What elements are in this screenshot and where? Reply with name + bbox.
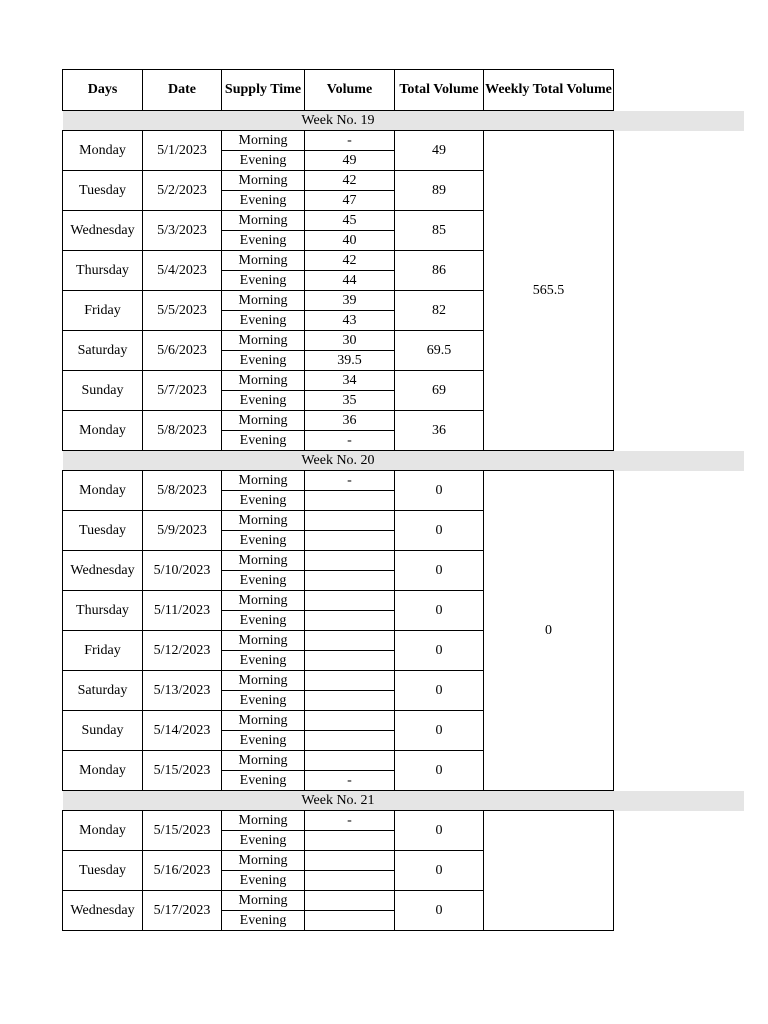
volume-sheet [62,69,614,931]
supply-volume-table [62,69,614,931]
header-row [63,70,614,111]
day-cell: Friday [63,631,143,671]
date-cell: 5/7/2023 [143,371,222,411]
total-volume-cell: 69.5 [395,331,484,371]
date-cell: 5/11/2023 [143,591,222,631]
volume-cell: 39.5 [305,351,395,371]
volume-cell: 47 [305,191,395,211]
volume-cell [305,691,395,711]
week-row [63,791,614,811]
volume-cell: 30 [305,331,395,351]
volume-cell [305,531,395,551]
supply-time-cell: Evening [222,571,305,591]
date-cell: 5/6/2023 [143,331,222,371]
supply-time-cell: Morning [222,291,305,311]
supply-time-cell: Morning [222,631,305,651]
total-volume-cell: 85 [395,211,484,251]
supply-time-cell: Morning [222,331,305,351]
total-volume-cell: 0 [395,551,484,591]
volume-cell: 36 [305,411,395,431]
volume-cell: 34 [305,371,395,391]
supply-time-cell: Morning [222,511,305,531]
supply-time-cell: Morning [222,211,305,231]
supply-time-cell: Evening [222,431,305,451]
volume-cell [305,491,395,511]
volume-cell [305,891,395,911]
total-volume-cell: 86 [395,251,484,291]
day-cell: Monday [63,471,143,511]
header-date: Date [143,70,222,111]
day-cell: Monday [63,411,143,451]
supply-time-cell: Morning [222,671,305,691]
volume-cell [305,511,395,531]
supply-time-cell: Morning [222,411,305,431]
supply-time-cell: Evening [222,871,305,891]
volume-cell [305,711,395,731]
day-cell: Monday [63,751,143,791]
day-cell: Tuesday [63,851,143,891]
volume-cell: - [305,471,395,491]
volume-cell [305,831,395,851]
header-total-volume: Total Volume [395,70,484,111]
date-cell: 5/10/2023 [143,551,222,591]
date-cell: 5/8/2023 [143,471,222,511]
volume-cell [305,611,395,631]
total-volume-cell: 0 [395,591,484,631]
volume-cell [305,651,395,671]
week-label: Week No. 21 [63,791,614,811]
supply-time-cell: Evening [222,231,305,251]
total-volume-cell: 0 [395,671,484,711]
total-volume-cell: 89 [395,171,484,211]
header-weekly-total-volume: Weekly Total Volume [484,70,614,111]
week-row [63,111,614,131]
date-cell: 5/3/2023 [143,211,222,251]
volume-cell: - [305,811,395,831]
supply-time-cell: Morning [222,551,305,571]
supply-time-cell: Evening [222,191,305,211]
day-cell: Tuesday [63,511,143,551]
volume-cell [305,911,395,931]
total-volume-cell: 49 [395,131,484,171]
volume-cell: 42 [305,171,395,191]
day-cell: Monday [63,811,143,851]
table-row [63,471,614,491]
volume-cell [305,571,395,591]
supply-time-cell: Evening [222,831,305,851]
volume-cell [305,551,395,571]
day-cell: Thursday [63,591,143,631]
day-cell: Sunday [63,371,143,411]
supply-time-cell: Morning [222,711,305,731]
supply-time-cell: Evening [222,311,305,331]
header-days: Days [63,70,143,111]
week-label: Week No. 20 [63,451,614,471]
volume-cell: 39 [305,291,395,311]
volume-cell [305,671,395,691]
total-volume-cell: 0 [395,631,484,671]
volume-cell [305,751,395,771]
total-volume-cell: 0 [395,891,484,931]
date-cell: 5/12/2023 [143,631,222,671]
supply-time-cell: Evening [222,491,305,511]
day-cell: Saturday [63,671,143,711]
volume-cell [305,851,395,871]
day-cell: Thursday [63,251,143,291]
supply-time-cell: Morning [222,751,305,771]
supply-time-cell: Evening [222,731,305,751]
supply-time-cell: Morning [222,591,305,611]
supply-time-cell: Evening [222,771,305,791]
supply-time-cell: Evening [222,911,305,931]
supply-time-cell: Morning [222,891,305,911]
volume-cell: - [305,131,395,151]
date-cell: 5/2/2023 [143,171,222,211]
volume-cell: 49 [305,151,395,171]
page-bottom-margin [0,944,768,1024]
supply-time-cell: Evening [222,151,305,171]
supply-time-cell: Evening [222,391,305,411]
date-cell: 5/1/2023 [143,131,222,171]
table-row [63,811,614,831]
weekly-total-cell: 0 [484,471,614,791]
volume-cell: - [305,771,395,791]
volume-cell: - [305,431,395,451]
week-band-extension [614,111,745,131]
supply-time-cell: Evening [222,651,305,671]
total-volume-cell: 0 [395,751,484,791]
day-cell: Wednesday [63,211,143,251]
supply-time-cell: Evening [222,271,305,291]
supply-time-cell: Morning [222,471,305,491]
day-cell: Saturday [63,331,143,371]
date-cell: 5/15/2023 [143,751,222,791]
weekly-total-cell: 565.5 [484,131,614,451]
week-band-extension [614,791,745,811]
volume-cell [305,591,395,611]
volume-cell [305,731,395,751]
day-cell: Sunday [63,711,143,751]
day-cell: Friday [63,291,143,331]
volume-cell [305,871,395,891]
day-cell: Wednesday [63,891,143,931]
supply-time-cell: Evening [222,611,305,631]
date-cell: 5/13/2023 [143,671,222,711]
day-cell: Tuesday [63,171,143,211]
date-cell: 5/15/2023 [143,811,222,851]
date-cell: 5/4/2023 [143,251,222,291]
volume-cell: 43 [305,311,395,331]
total-volume-cell: 82 [395,291,484,331]
volume-cell [305,631,395,651]
supply-time-cell: Morning [222,811,305,831]
day-cell: Wednesday [63,551,143,591]
total-volume-cell: 69 [395,371,484,411]
volume-cell: 42 [305,251,395,271]
day-cell: Monday [63,131,143,171]
total-volume-cell: 0 [395,511,484,551]
supply-time-cell: Evening [222,531,305,551]
supply-time-cell: Morning [222,171,305,191]
date-cell: 5/5/2023 [143,291,222,331]
weekly-total-cell [484,811,614,931]
total-volume-cell: 0 [395,711,484,751]
volume-cell: 44 [305,271,395,291]
date-cell: 5/8/2023 [143,411,222,451]
supply-time-cell: Morning [222,851,305,871]
supply-time-cell: Morning [222,251,305,271]
week-label: Week No. 19 [63,111,614,131]
week-band-extension [614,451,745,471]
total-volume-cell: 0 [395,851,484,891]
total-volume-cell: 0 [395,471,484,511]
header-supply-time: Supply Time [222,70,305,111]
header-volume: Volume [305,70,395,111]
date-cell: 5/14/2023 [143,711,222,751]
supply-time-cell: Morning [222,371,305,391]
supply-time-cell: Evening [222,351,305,371]
total-volume-cell: 36 [395,411,484,451]
volume-cell: 40 [305,231,395,251]
total-volume-cell: 0 [395,811,484,851]
date-cell: 5/17/2023 [143,891,222,931]
volume-cell: 35 [305,391,395,411]
table-row [63,131,614,151]
supply-time-cell: Morning [222,131,305,151]
volume-cell: 45 [305,211,395,231]
supply-time-cell: Evening [222,691,305,711]
date-cell: 5/16/2023 [143,851,222,891]
week-row [63,451,614,471]
date-cell: 5/9/2023 [143,511,222,551]
